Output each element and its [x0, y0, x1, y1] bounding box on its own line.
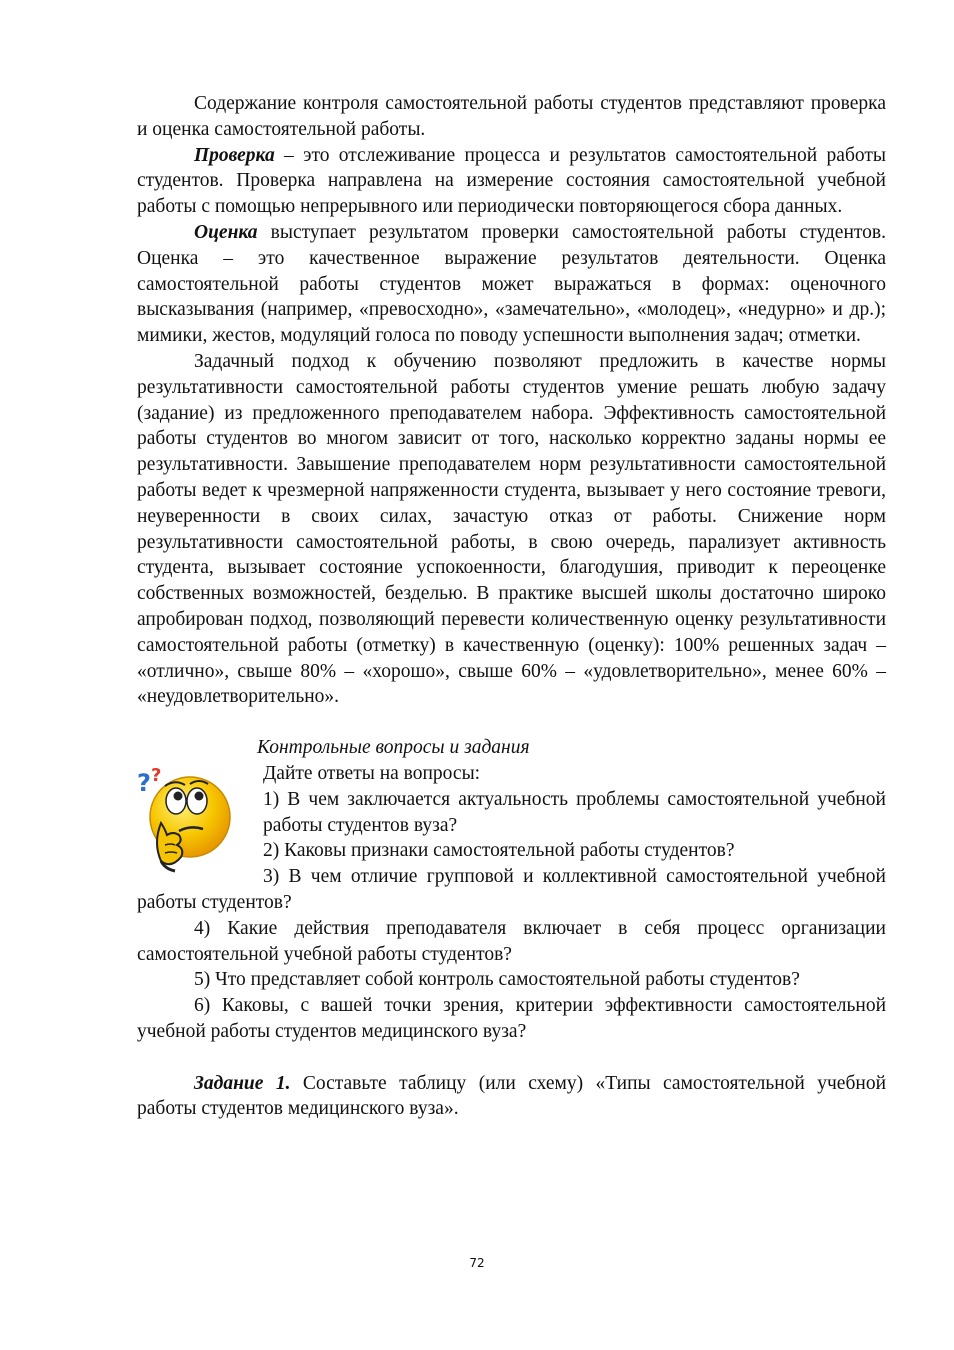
page-content [137, 91, 886, 1122]
thinking-smiley-icon [135, 765, 235, 873]
paragraph-verification [137, 143, 886, 220]
verification-definition: – это отслеживание процесса и результатов самостоятельной работы студентов. Проверка направлена на измерение состояния самостоятельной учебной работы с помощью непрерывного или периодически повторяющегося сбора данных. [137, 144, 886, 218]
question-3: 3) В чем отличие групповой и коллективной самостоятельной учебной работы студентов? [137, 866, 886, 913]
paragraph-control-content: Содержание контроля самостоятельной работы студентов представляют проверка и оценка самостоятельной работы. [137, 93, 886, 140]
question-1: 1) В чем заключается актуальность проблемы самостоятельной учебной работы студентов вуза? [263, 788, 886, 836]
task-1-label: Задание 1. [194, 1072, 291, 1094]
question-5: 5) Что представляет собой контроль самостоятельной работы студентов? [194, 969, 800, 991]
page-number: 72 [469, 1256, 485, 1270]
svg-text:?: ? [151, 764, 162, 786]
task-1 [137, 1071, 886, 1123]
term-verification: Проверка [194, 144, 275, 166]
task-1-text: Составьте таблицу (или схему) «Типы самостоятельной учебной работы студентов медицинского вуза». [137, 1072, 887, 1120]
term-assessment: Оценка [194, 221, 258, 243]
svg-text:?: ? [137, 768, 151, 797]
section-heading: Контрольные вопросы и задания [257, 737, 530, 759]
assessment-definition: выступает результатом проверки самостоятельной работы студентов. Оценка – это качественное выражение результатов деятельности. Оценка самостоятельной работы студентов может выражаться в формах: оценочного высказывания (например, «превосходно», «замечательно», «молодец», «недурно» и др.); мимики, жестов, модуляций голоса по поводу успешности выполнения задач; отметки. [137, 221, 886, 347]
question-6: 6) Каковы, с вашей точки зрения, критерии эффективности самостоятельной учебной работы студентов медицинского вуза? [137, 995, 886, 1042]
question-2: 2) Каковы признаки самостоятельной работы студентов? [263, 840, 735, 862]
questions-intro: Дайте ответы на вопросы: [263, 762, 481, 784]
paragraph-assessment [137, 220, 886, 349]
paragraph-task-approach: Задачный подход к обучению позволяют предложить в качестве нормы результативности самостоятельной работы студентов умение решать любую задачу (задание) из предложенного преподавателем набора. Эффективность самостоятельной работы студентов во многом зависит от того, насколько корректно заданы нормы ее результативности. Завышение преподавателем норм результативности самостоятельной работы ведет к чрезмерной напряженности студента, вызывает у него состояние тревоги, неуверенности в своих силах, зачастую отказ от работы. Снижение норм результативности самостоятельной работы, в свою очередь, парализует активность студента, вызывает состояние успокоенности, благодушия, приводит к переоценке собственных возможностей, безделью. В практике высшей школы достаточно широко апробирован подход, позволяющий перевести количественную оценку результативности самостоятельной работы (отметку) в качественную (оценку): 100% решенных задач – «отлично», свыше 80% – «хорошо», свыше 60% – «удовлетворительно», менее 60% – «неудовлетворительно». [137, 350, 886, 708]
questions-block [137, 761, 886, 864]
question-4: 4) Какие действия преподавателя включает в себя процесс организации самостоятельной учебной работы студентов? [137, 917, 886, 965]
